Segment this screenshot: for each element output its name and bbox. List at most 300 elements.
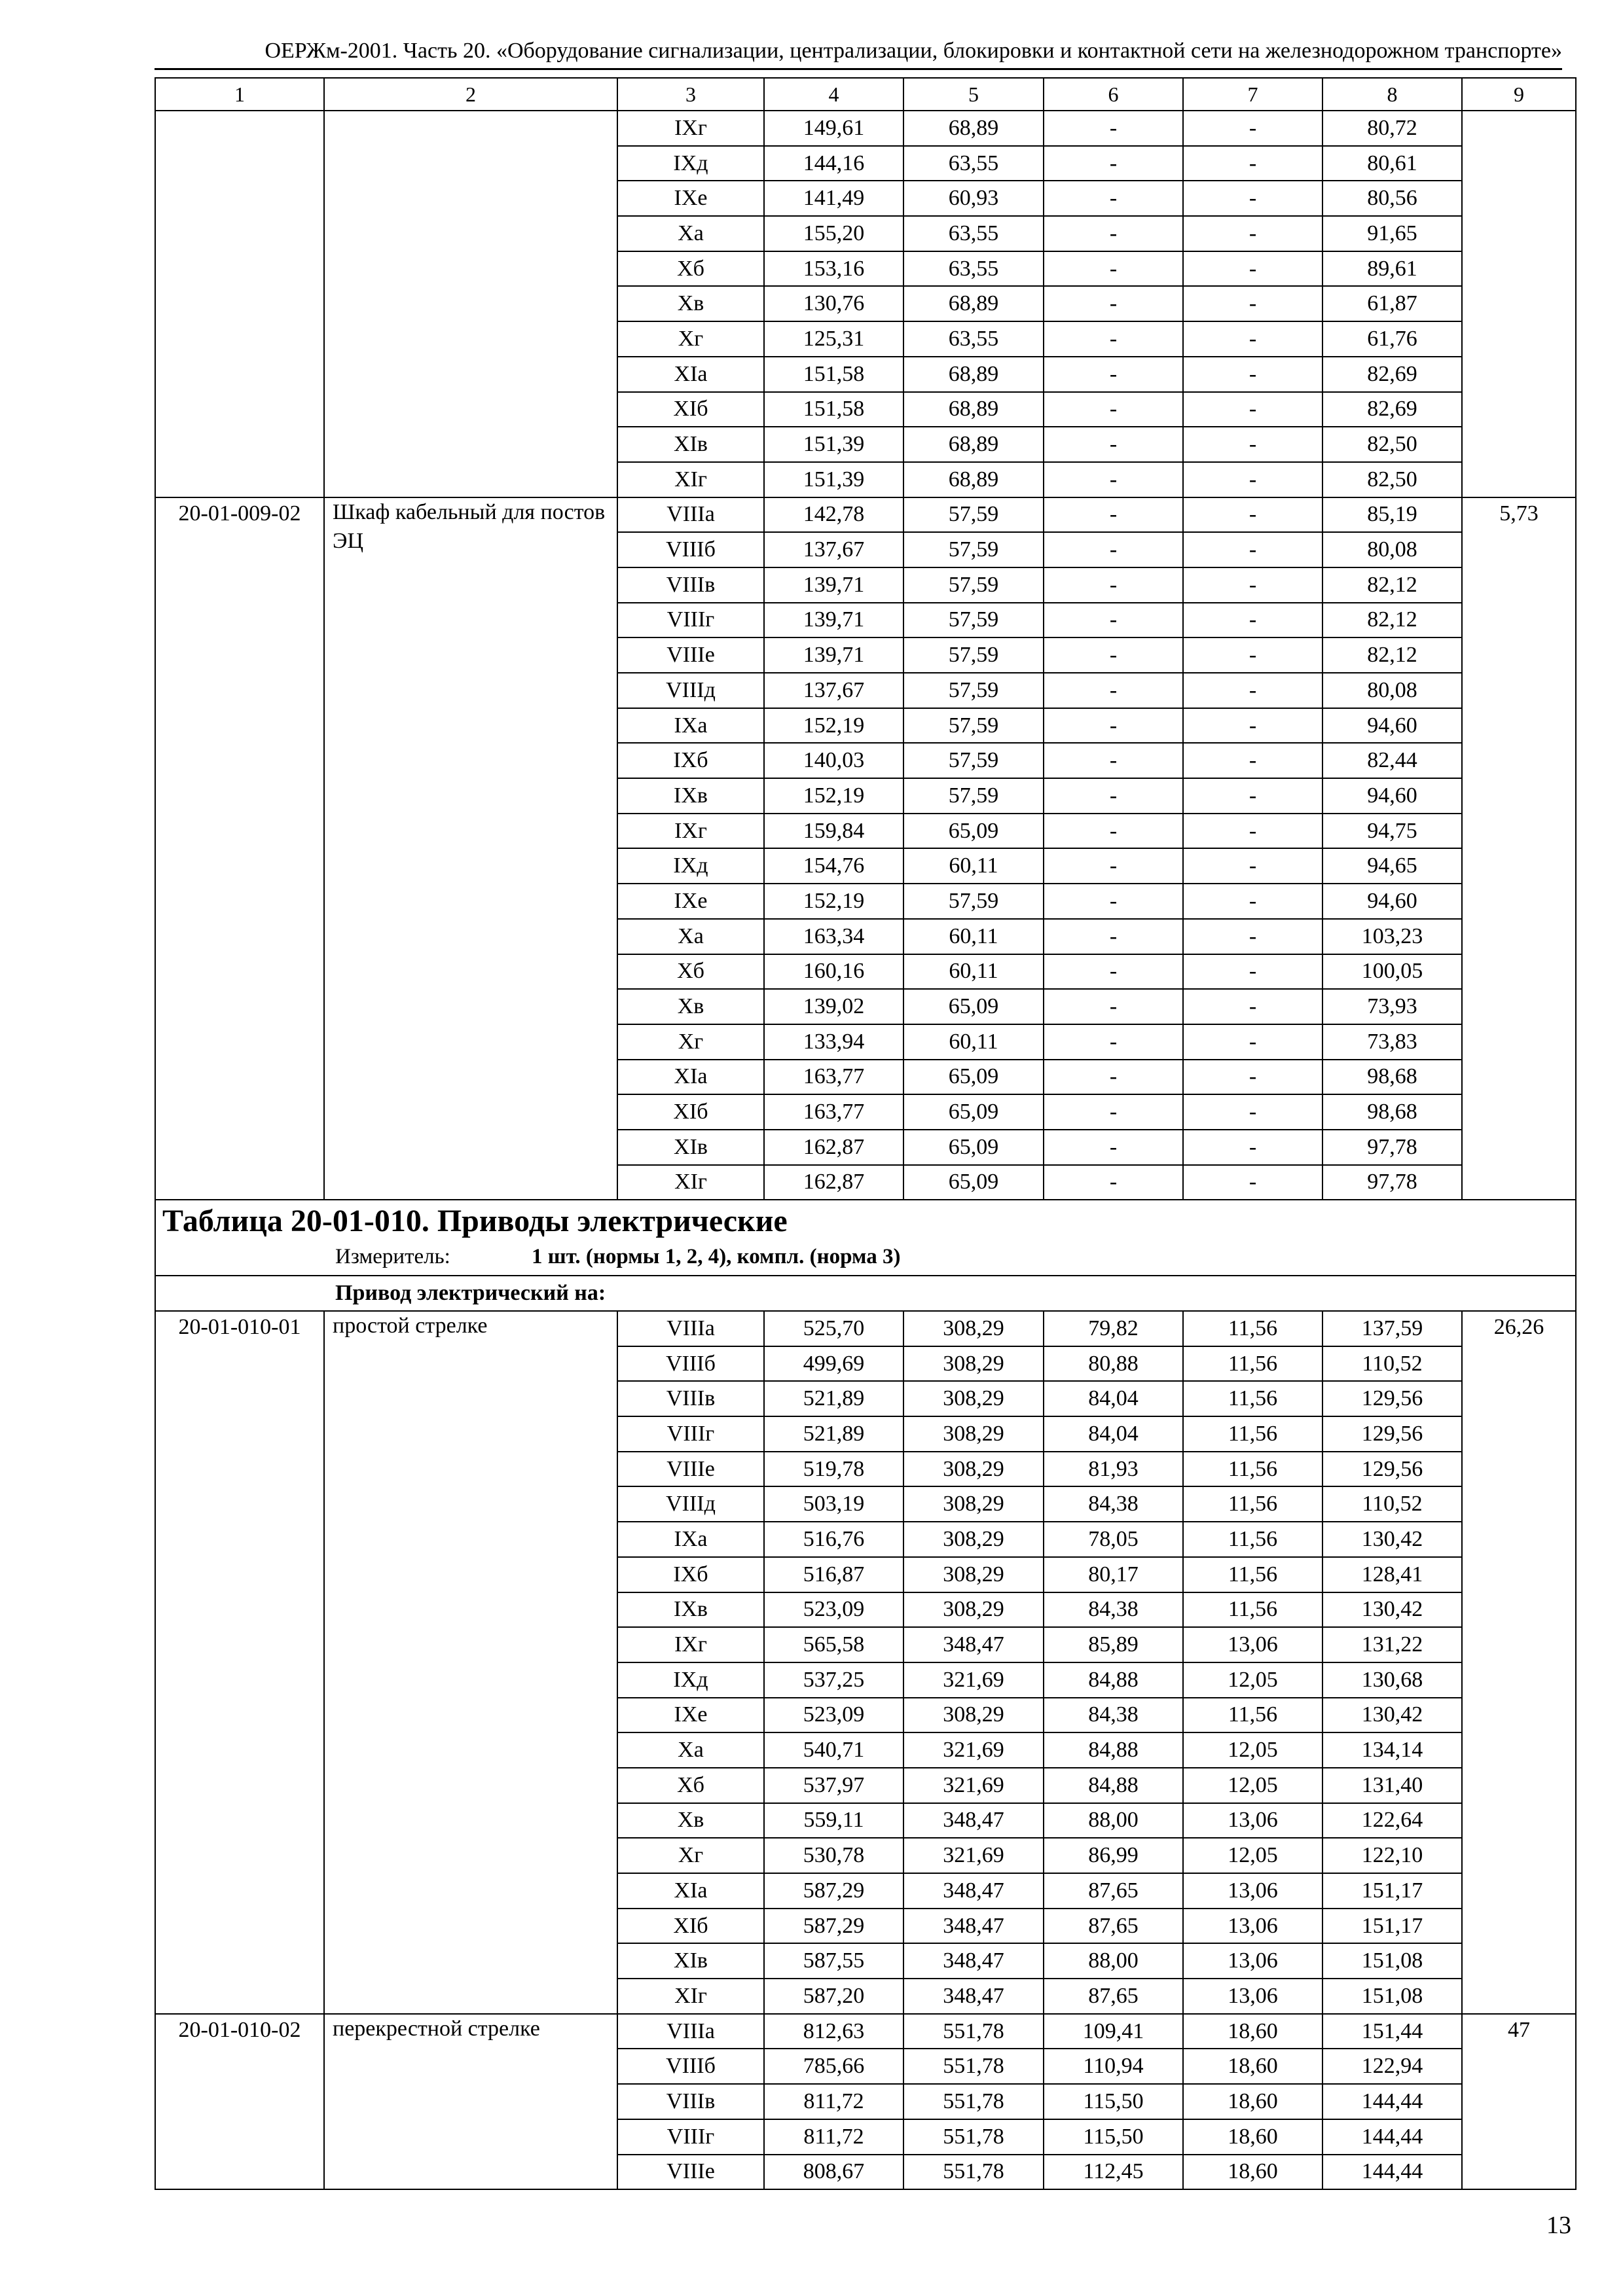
machine-cell: 88,00 — [1044, 1943, 1183, 1979]
region-cell: Xа — [617, 1732, 764, 1768]
wage-cell: 321,69 — [903, 1662, 1044, 1698]
table-row — [155, 1311, 1576, 1346]
norm-code-cell — [155, 111, 324, 497]
material-cell: 82,50 — [1322, 427, 1462, 462]
total-cost-cell: 516,76 — [764, 1522, 903, 1557]
driver-wage-cell: 18,60 — [1183, 2084, 1322, 2119]
total-cost-cell: 503,19 — [764, 1486, 903, 1522]
driver-wage-cell: - — [1183, 181, 1322, 216]
total-cost-cell: 144,16 — [764, 146, 903, 181]
col-number: 8 — [1322, 78, 1462, 111]
material-cell: 151,17 — [1322, 1909, 1462, 1944]
total-cost-cell: 162,87 — [764, 1165, 903, 1200]
region-cell: XIв — [617, 427, 764, 462]
wage-cell: 68,89 — [903, 111, 1044, 146]
machine-cell: 87,65 — [1044, 1909, 1183, 1944]
driver-wage-cell: 11,56 — [1183, 1381, 1322, 1416]
region-cell: XIг — [617, 1979, 764, 2014]
machine-cell: 85,89 — [1044, 1627, 1183, 1662]
driver-wage-cell: - — [1183, 884, 1322, 919]
wage-cell: 348,47 — [903, 1873, 1044, 1909]
wage-cell: 65,09 — [903, 1165, 1044, 1200]
region-cell: VIIIа — [617, 2014, 764, 2049]
wage-cell: 63,55 — [903, 216, 1044, 251]
machine-cell: 115,50 — [1044, 2119, 1183, 2155]
wage-cell: 57,59 — [903, 673, 1044, 708]
material-cell: 94,60 — [1322, 778, 1462, 814]
region-cell: Xа — [617, 216, 764, 251]
total-cost-cell: 808,67 — [764, 2155, 903, 2190]
machine-cell: 115,50 — [1044, 2084, 1183, 2119]
driver-wage-cell: 11,56 — [1183, 1698, 1322, 1733]
wage-cell: 321,69 — [903, 1838, 1044, 1873]
machine-cell: 80,17 — [1044, 1557, 1183, 1592]
driver-wage-cell: - — [1183, 954, 1322, 990]
material-cell: 134,14 — [1322, 1732, 1462, 1768]
machine-cell: 84,04 — [1044, 1381, 1183, 1416]
col-number: 6 — [1044, 78, 1183, 111]
material-cell: 82,69 — [1322, 392, 1462, 427]
norm-name-cell: Шкаф кабельный для постов ЭЦ — [324, 497, 617, 1200]
norm-code-cell: 20-01-010-02 — [155, 2014, 324, 2189]
total-cost-cell: 163,77 — [764, 1094, 903, 1130]
material-cell: 130,42 — [1322, 1698, 1462, 1733]
machine-cell: - — [1044, 989, 1183, 1024]
driver-wage-cell: - — [1183, 321, 1322, 357]
total-cost-cell: 139,02 — [764, 989, 903, 1024]
region-cell: IXд — [617, 146, 764, 181]
total-cost-cell: 537,97 — [764, 1768, 903, 1803]
driver-wage-cell: 18,60 — [1183, 2155, 1322, 2190]
material-cell: 91,65 — [1322, 216, 1462, 251]
region-cell: XIа — [617, 1060, 764, 1095]
machine-cell: 110,94 — [1044, 2049, 1183, 2084]
wage-cell: 348,47 — [903, 1943, 1044, 1979]
driver-wage-cell: 13,06 — [1183, 1803, 1322, 1839]
region-cell: VIIIе — [617, 1452, 764, 1487]
region-cell: XIа — [617, 357, 764, 392]
wage-cell: 321,69 — [903, 1768, 1044, 1803]
col-number: 9 — [1462, 78, 1576, 111]
total-cost-cell: 155,20 — [764, 216, 903, 251]
wage-cell: 57,59 — [903, 603, 1044, 638]
driver-wage-cell: - — [1183, 1165, 1322, 1200]
material-cell: 61,87 — [1322, 286, 1462, 321]
material-cell: 130,68 — [1322, 1662, 1462, 1698]
machine-cell: - — [1044, 567, 1183, 603]
material-cell: 131,22 — [1322, 1627, 1462, 1662]
region-cell: IXг — [617, 1627, 764, 1662]
region-cell: VIIIа — [617, 497, 764, 533]
region-cell: VIIIв — [617, 567, 764, 603]
table-row — [155, 2014, 1576, 2049]
region-cell: IXг — [617, 111, 764, 146]
total-cost-cell: 540,71 — [764, 1732, 903, 1768]
running-header: ОЕРЖм-2001. Часть 20. «Оборудование сигнализации, централизации, блокировки и контактной сети на железнодорожном транспорте» — [264, 39, 1562, 63]
machine-cell: 112,45 — [1044, 2155, 1183, 2190]
wage-cell: 551,78 — [903, 2014, 1044, 2049]
material-cell: 80,61 — [1322, 146, 1462, 181]
total-cost-cell: 153,16 — [764, 251, 903, 287]
wage-cell: 551,78 — [903, 2049, 1044, 2084]
wage-cell: 321,69 — [903, 1732, 1044, 1768]
total-cost-cell: 525,70 — [764, 1311, 903, 1346]
total-cost-cell: 163,77 — [764, 1060, 903, 1095]
material-cell: 144,44 — [1322, 2084, 1462, 2119]
driver-wage-cell: 11,56 — [1183, 1416, 1322, 1452]
region-cell: VIIIв — [617, 2084, 764, 2119]
driver-wage-cell: - — [1183, 357, 1322, 392]
region-cell: XIб — [617, 392, 764, 427]
machine-cell: 79,82 — [1044, 1311, 1183, 1346]
region-cell: VIIIд — [617, 1486, 764, 1522]
wage-cell: 348,47 — [903, 1627, 1044, 1662]
wage-cell: 308,29 — [903, 1698, 1044, 1733]
table-title-row — [155, 1200, 1576, 1276]
machine-cell: - — [1044, 1094, 1183, 1130]
region-cell: IXв — [617, 778, 764, 814]
total-cost-cell: 811,72 — [764, 2119, 903, 2155]
driver-wage-cell: 11,56 — [1183, 1346, 1322, 1382]
region-cell: VIIIе — [617, 637, 764, 673]
region-cell: IXв — [617, 1592, 764, 1628]
region-cell: IXе — [617, 181, 764, 216]
driver-wage-cell: - — [1183, 427, 1322, 462]
total-cost-cell: 130,76 — [764, 286, 903, 321]
material-cell: 151,08 — [1322, 1979, 1462, 2014]
material-cell: 98,68 — [1322, 1060, 1462, 1095]
norm-code-cell: 20-01-009-02 — [155, 497, 324, 1200]
material-cell: 103,23 — [1322, 919, 1462, 954]
driver-wage-cell: - — [1183, 216, 1322, 251]
machine-cell: 84,88 — [1044, 1662, 1183, 1698]
total-cost-cell: 160,16 — [764, 954, 903, 990]
wage-cell: 65,09 — [903, 989, 1044, 1024]
labor-cell: 5,73 — [1462, 497, 1576, 1200]
col-number: 2 — [324, 78, 617, 111]
wage-cell: 308,29 — [903, 1592, 1044, 1628]
total-cost-cell: 151,39 — [764, 427, 903, 462]
wage-cell: 57,59 — [903, 743, 1044, 778]
material-cell: 82,69 — [1322, 357, 1462, 392]
region-cell: VIIIг — [617, 603, 764, 638]
driver-wage-cell: 13,06 — [1183, 1943, 1322, 1979]
region-cell: Xг — [617, 1024, 764, 1060]
wage-cell: 57,59 — [903, 778, 1044, 814]
material-cell: 82,44 — [1322, 743, 1462, 778]
total-cost-cell: 140,03 — [764, 743, 903, 778]
wage-cell: 57,59 — [903, 497, 1044, 533]
wage-cell: 68,89 — [903, 392, 1044, 427]
wage-cell: 57,59 — [903, 567, 1044, 603]
material-cell: 80,08 — [1322, 532, 1462, 567]
driver-wage-cell: 11,56 — [1183, 1557, 1322, 1592]
norm-code-cell: 20-01-010-01 — [155, 1311, 324, 2014]
driver-wage-cell: - — [1183, 848, 1322, 884]
region-cell: Xб — [617, 954, 764, 990]
material-cell: 82,12 — [1322, 637, 1462, 673]
driver-wage-cell: - — [1183, 989, 1322, 1024]
driver-wage-cell: 11,56 — [1183, 1452, 1322, 1487]
region-cell: VIIIб — [617, 532, 764, 567]
material-cell: 82,12 — [1322, 603, 1462, 638]
material-cell: 94,65 — [1322, 848, 1462, 884]
material-cell: 130,42 — [1322, 1592, 1462, 1628]
region-cell: VIIIе — [617, 2155, 764, 2190]
driver-wage-cell: - — [1183, 708, 1322, 744]
total-cost-cell: 587,29 — [764, 1909, 903, 1944]
wage-cell: 57,59 — [903, 884, 1044, 919]
material-cell: 128,41 — [1322, 1557, 1462, 1592]
material-cell: 89,61 — [1322, 251, 1462, 287]
driver-wage-cell: 11,56 — [1183, 1311, 1322, 1346]
material-cell: 130,42 — [1322, 1522, 1462, 1557]
region-cell: IXб — [617, 1557, 764, 1592]
machine-cell: 109,41 — [1044, 2014, 1183, 2049]
driver-wage-cell: 13,06 — [1183, 1627, 1322, 1662]
total-cost-cell: 530,78 — [764, 1838, 903, 1873]
total-cost-cell: 811,72 — [764, 2084, 903, 2119]
total-cost-cell: 521,89 — [764, 1381, 903, 1416]
region-cell: IXа — [617, 1522, 764, 1557]
machine-cell: 87,65 — [1044, 1979, 1183, 2014]
total-cost-cell: 133,94 — [764, 1024, 903, 1060]
total-cost-cell: 152,19 — [764, 778, 903, 814]
total-cost-cell: 142,78 — [764, 497, 903, 533]
driver-wage-cell: 18,60 — [1183, 2014, 1322, 2049]
driver-wage-cell: - — [1183, 111, 1322, 146]
total-cost-cell: 559,11 — [764, 1803, 903, 1839]
wage-cell: 348,47 — [903, 1909, 1044, 1944]
driver-wage-cell: 11,56 — [1183, 1522, 1322, 1557]
wage-cell: 57,59 — [903, 532, 1044, 567]
measure-line — [156, 1242, 1575, 1275]
driver-wage-cell: - — [1183, 462, 1322, 497]
region-cell: XIб — [617, 1094, 764, 1130]
driver-wage-cell: 12,05 — [1183, 1838, 1322, 1873]
material-cell: 110,52 — [1322, 1346, 1462, 1382]
wage-cell: 63,55 — [903, 251, 1044, 287]
wage-cell: 308,29 — [903, 1486, 1044, 1522]
material-cell: 137,59 — [1322, 1311, 1462, 1346]
region-cell: XIг — [617, 1165, 764, 1200]
material-cell: 144,44 — [1322, 2119, 1462, 2155]
driver-wage-cell: - — [1183, 673, 1322, 708]
machine-cell: - — [1044, 848, 1183, 884]
wage-cell: 60,93 — [903, 181, 1044, 216]
driver-wage-cell: - — [1183, 567, 1322, 603]
material-cell: 131,40 — [1322, 1768, 1462, 1803]
total-cost-cell: 152,19 — [764, 708, 903, 744]
region-cell: XIб — [617, 1909, 764, 1944]
region-cell: Xв — [617, 989, 764, 1024]
driver-wage-cell: - — [1183, 1094, 1322, 1130]
total-cost-cell: 587,29 — [764, 1873, 903, 1909]
total-cost-cell: 537,25 — [764, 1662, 903, 1698]
material-cell: 129,56 — [1322, 1381, 1462, 1416]
total-cost-cell: 137,67 — [764, 532, 903, 567]
machine-cell: 84,38 — [1044, 1698, 1183, 1733]
total-cost-cell: 151,58 — [764, 357, 903, 392]
driver-wage-cell: - — [1183, 1060, 1322, 1095]
total-cost-cell: 125,31 — [764, 321, 903, 357]
total-cost-cell: 521,89 — [764, 1416, 903, 1452]
machine-cell: - — [1044, 111, 1183, 146]
region-cell: VIIIг — [617, 1416, 764, 1452]
driver-wage-cell: - — [1183, 392, 1322, 427]
norms-table — [155, 77, 1577, 2190]
wage-cell: 551,78 — [903, 2155, 1044, 2190]
total-cost-cell: 516,87 — [764, 1557, 903, 1592]
region-cell: IXа — [617, 708, 764, 744]
region-cell: VIIIд — [617, 673, 764, 708]
machine-cell: - — [1044, 954, 1183, 990]
machine-cell: - — [1044, 462, 1183, 497]
table-title-cell — [155, 1200, 1576, 1276]
norm-name-cell: перекрестной стрелке — [324, 2014, 617, 2189]
wage-cell: 65,09 — [903, 1130, 1044, 1165]
wage-cell: 65,09 — [903, 1094, 1044, 1130]
group-heading: Привод электрический на: — [155, 1276, 1576, 1311]
driver-wage-cell: 18,60 — [1183, 2049, 1322, 2084]
machine-cell: - — [1044, 708, 1183, 744]
machine-cell: 86,99 — [1044, 1838, 1183, 1873]
material-cell: 94,60 — [1322, 708, 1462, 744]
material-cell: 82,50 — [1322, 462, 1462, 497]
page-number: 13 — [1546, 2212, 1571, 2239]
machine-cell: 84,88 — [1044, 1732, 1183, 1768]
machine-cell: - — [1044, 286, 1183, 321]
machine-cell: - — [1044, 216, 1183, 251]
total-cost-cell: 159,84 — [764, 814, 903, 849]
machine-cell: - — [1044, 743, 1183, 778]
machine-cell: - — [1044, 532, 1183, 567]
machine-cell: 84,38 — [1044, 1592, 1183, 1628]
total-cost-cell: 587,55 — [764, 1943, 903, 1979]
material-cell: 73,83 — [1322, 1024, 1462, 1060]
region-cell: Xб — [617, 1768, 764, 1803]
driver-wage-cell: - — [1183, 497, 1322, 533]
wage-cell: 308,29 — [903, 1311, 1044, 1346]
wage-cell: 60,11 — [903, 954, 1044, 990]
region-cell: XIг — [617, 462, 764, 497]
machine-cell: - — [1044, 1024, 1183, 1060]
material-cell: 82,12 — [1322, 567, 1462, 603]
wage-cell: 60,11 — [903, 848, 1044, 884]
total-cost-cell: 163,34 — [764, 919, 903, 954]
total-cost-cell: 139,71 — [764, 603, 903, 638]
col-number: 4 — [764, 78, 903, 111]
total-cost-cell: 141,49 — [764, 181, 903, 216]
col-number: 7 — [1183, 78, 1322, 111]
region-cell: IXд — [617, 848, 764, 884]
machine-cell: - — [1044, 357, 1183, 392]
region-cell: IXб — [617, 743, 764, 778]
region-cell: IXе — [617, 1698, 764, 1733]
driver-wage-cell: - — [1183, 603, 1322, 638]
norm-name-cell: простой стрелке — [324, 1311, 617, 2014]
wage-cell: 63,55 — [903, 146, 1044, 181]
col-number: 1 — [155, 78, 324, 111]
material-cell: 151,17 — [1322, 1873, 1462, 1909]
region-cell: IXг — [617, 814, 764, 849]
driver-wage-cell: - — [1183, 286, 1322, 321]
driver-wage-cell: 12,05 — [1183, 1732, 1322, 1768]
machine-cell: 78,05 — [1044, 1522, 1183, 1557]
machine-cell: 84,04 — [1044, 1416, 1183, 1452]
wage-cell: 308,29 — [903, 1346, 1044, 1382]
material-cell: 61,76 — [1322, 321, 1462, 357]
material-cell: 94,75 — [1322, 814, 1462, 849]
material-cell: 122,64 — [1322, 1803, 1462, 1839]
total-cost-cell: 812,63 — [764, 2014, 903, 2049]
total-cost-cell: 154,76 — [764, 848, 903, 884]
material-cell: 80,72 — [1322, 111, 1462, 146]
machine-cell: 80,88 — [1044, 1346, 1183, 1382]
wage-cell: 348,47 — [903, 1803, 1044, 1839]
wage-cell: 57,59 — [903, 708, 1044, 744]
region-cell: Xб — [617, 251, 764, 287]
total-cost-cell: 499,69 — [764, 1346, 903, 1382]
group-heading-row — [155, 1276, 1576, 1311]
driver-wage-cell: - — [1183, 146, 1322, 181]
driver-wage-cell: 11,56 — [1183, 1592, 1322, 1628]
header-rule — [155, 68, 1562, 70]
wage-cell: 60,11 — [903, 919, 1044, 954]
driver-wage-cell: 13,06 — [1183, 1873, 1322, 1909]
total-cost-cell: 151,58 — [764, 392, 903, 427]
machine-cell: - — [1044, 392, 1183, 427]
region-cell: IXд — [617, 1662, 764, 1698]
total-cost-cell: 519,78 — [764, 1452, 903, 1487]
machine-cell: - — [1044, 637, 1183, 673]
region-cell: Xа — [617, 919, 764, 954]
driver-wage-cell: 12,05 — [1183, 1768, 1322, 1803]
material-cell: 129,56 — [1322, 1452, 1462, 1487]
wage-cell: 65,09 — [903, 1060, 1044, 1095]
material-cell: 110,52 — [1322, 1486, 1462, 1522]
wage-cell: 68,89 — [903, 286, 1044, 321]
region-cell: XIв — [617, 1130, 764, 1165]
total-cost-cell: 137,67 — [764, 673, 903, 708]
wage-cell: 308,29 — [903, 1557, 1044, 1592]
total-cost-cell: 139,71 — [764, 567, 903, 603]
machine-cell: 88,00 — [1044, 1803, 1183, 1839]
machine-cell: - — [1044, 919, 1183, 954]
total-cost-cell: 785,66 — [764, 2049, 903, 2084]
machine-cell: 87,65 — [1044, 1873, 1183, 1909]
material-cell: 151,44 — [1322, 2014, 1462, 2049]
machine-cell: - — [1044, 427, 1183, 462]
machine-cell: - — [1044, 251, 1183, 287]
wage-cell: 68,89 — [903, 427, 1044, 462]
driver-wage-cell: - — [1183, 743, 1322, 778]
machine-cell: - — [1044, 673, 1183, 708]
total-cost-cell: 152,19 — [764, 884, 903, 919]
col-number: 3 — [617, 78, 764, 111]
labor-cell: 47 — [1462, 2014, 1576, 2189]
measure-label: Измеритель: — [335, 1245, 450, 1269]
machine-cell: - — [1044, 146, 1183, 181]
driver-wage-cell: - — [1183, 637, 1322, 673]
wage-cell: 57,59 — [903, 637, 1044, 673]
driver-wage-cell: - — [1183, 778, 1322, 814]
wage-cell: 68,89 — [903, 357, 1044, 392]
material-cell: 73,93 — [1322, 989, 1462, 1024]
driver-wage-cell: - — [1183, 251, 1322, 287]
region-cell: Xв — [617, 1803, 764, 1839]
wage-cell: 308,29 — [903, 1452, 1044, 1487]
